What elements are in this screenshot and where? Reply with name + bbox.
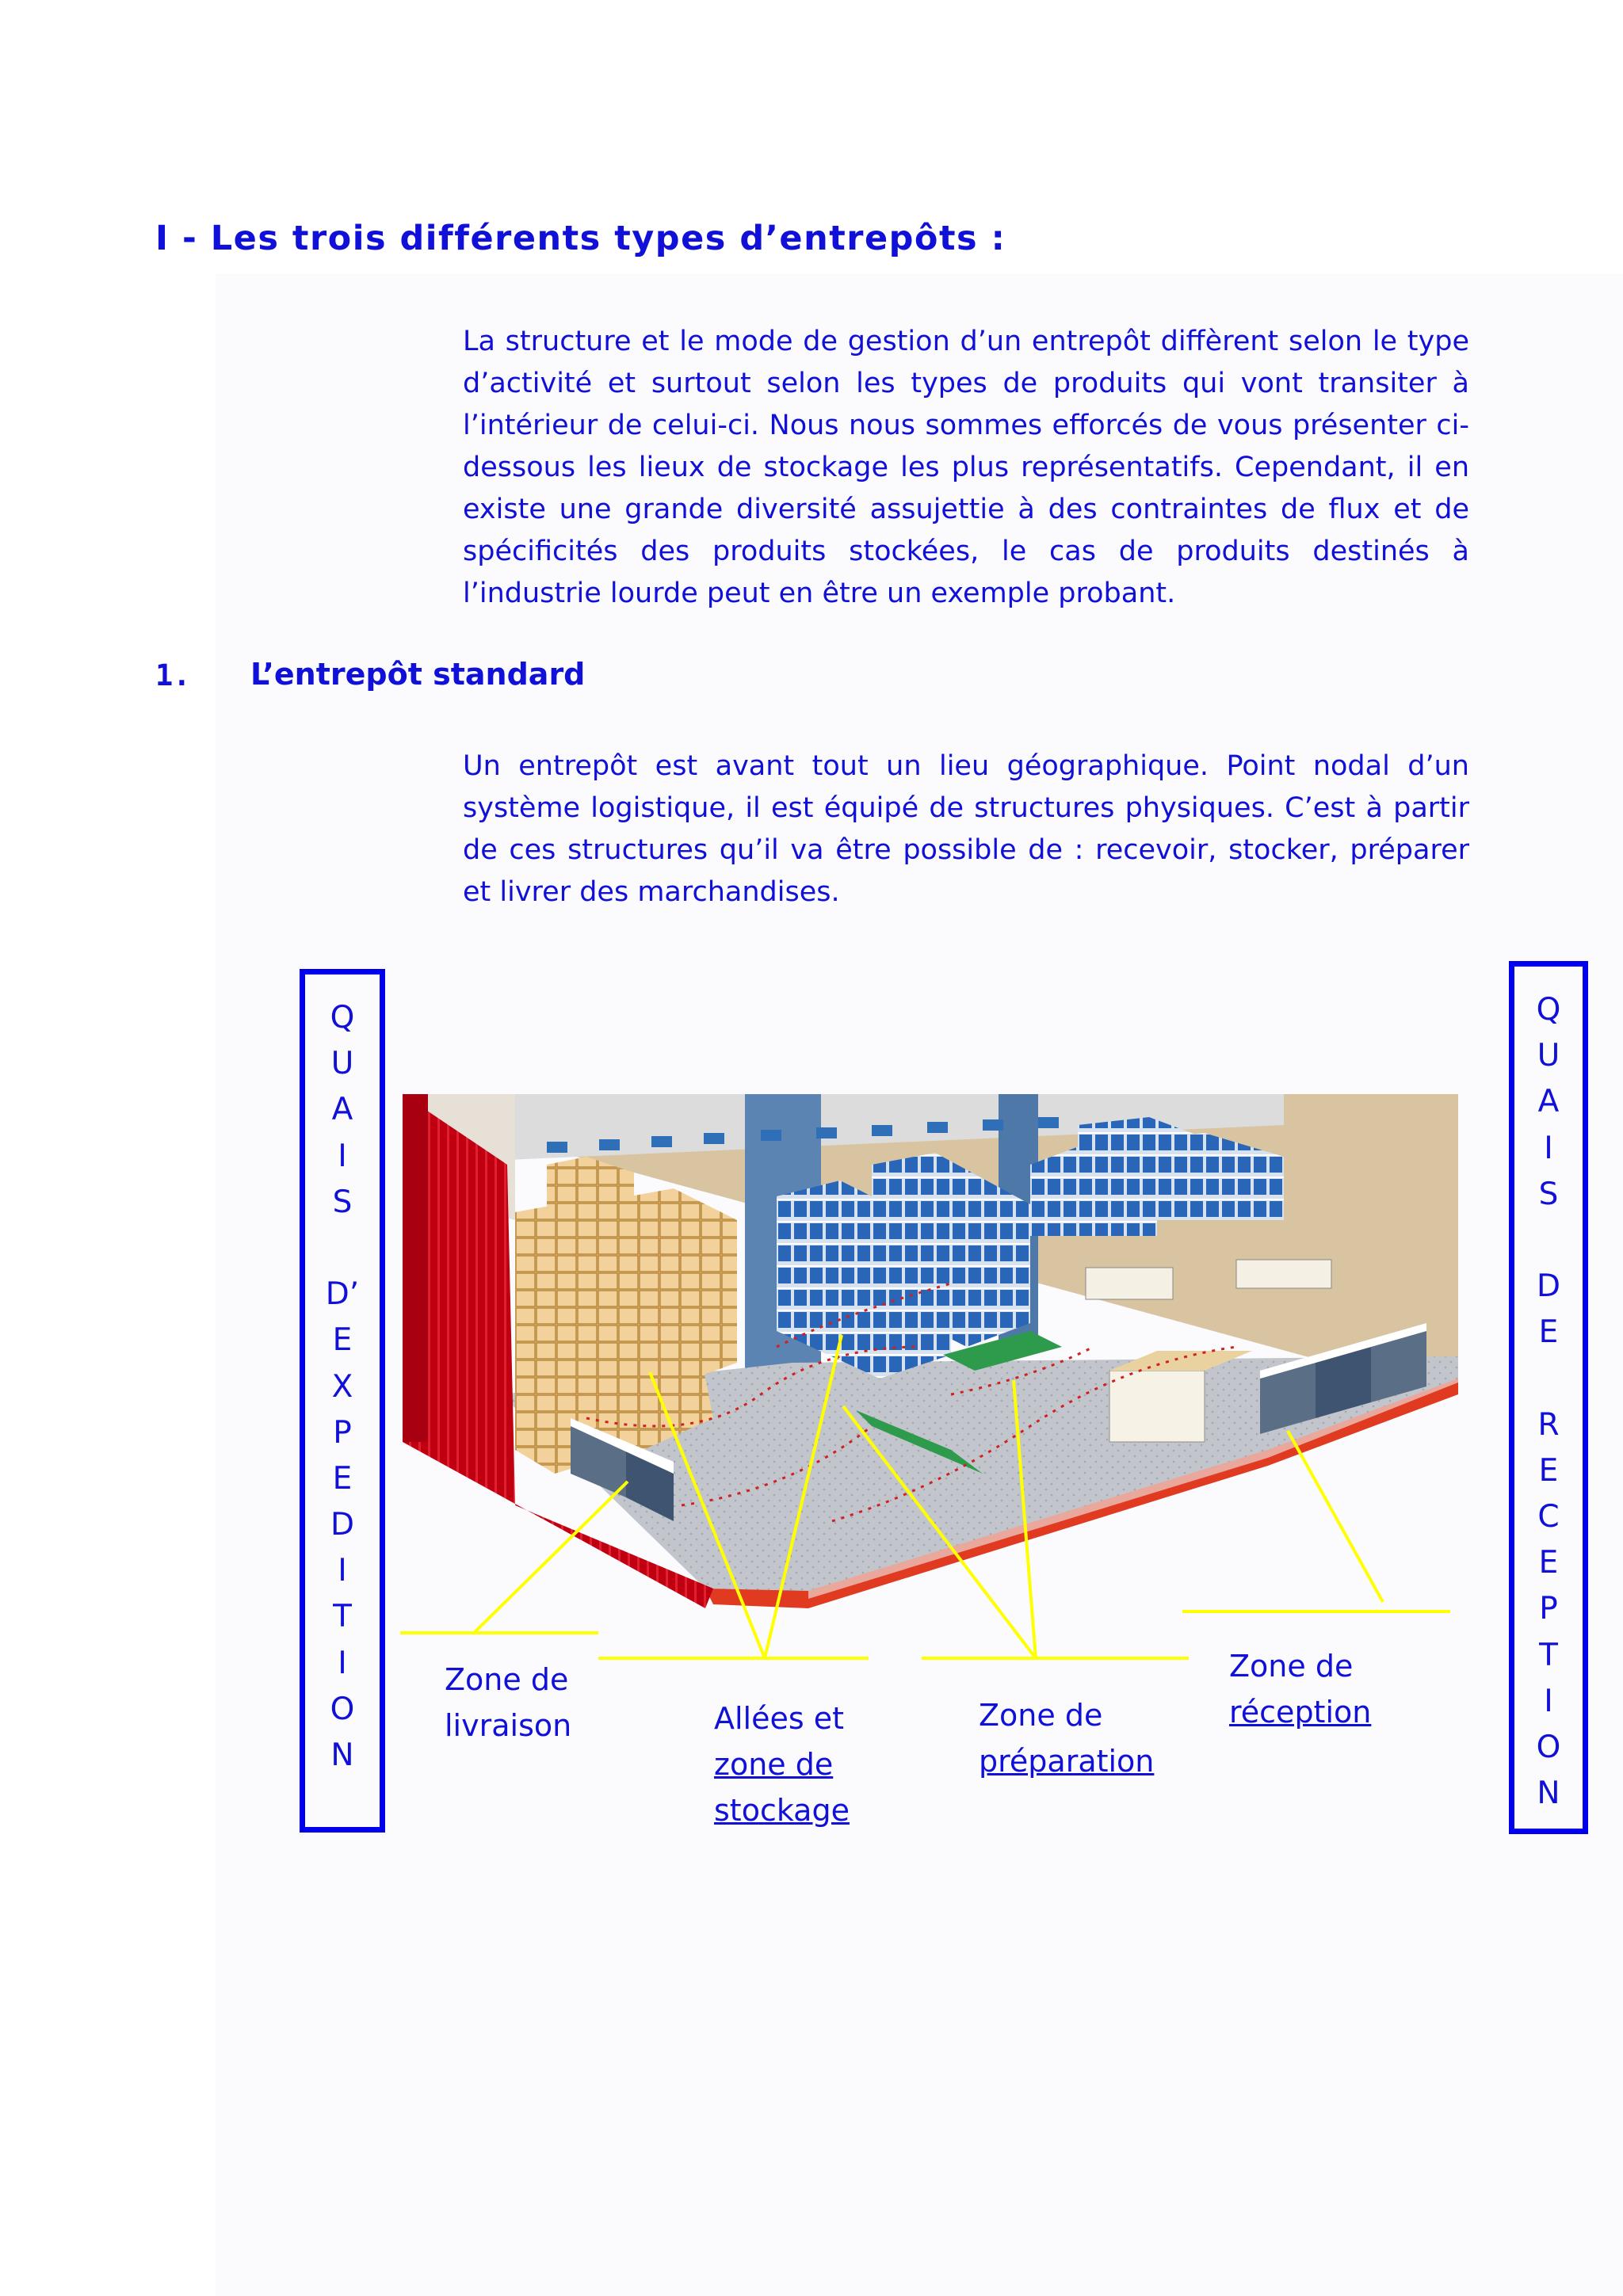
zone-label-line: Zone de <box>979 1698 1103 1733</box>
quai-letter: Q <box>1536 992 1561 1028</box>
zone-stockage-label <box>714 1695 850 1833</box>
standard-text: Un entrepôt est avant tout un lieu géographique. Point nodal d’un système logistique, il est équipé de structures physiques. C’est à partir de ces structures qu’il va être possible de : recevoir, stocker, préparer et livrer des marchandises. <box>463 750 1469 908</box>
quai-letter: P <box>333 1414 352 1451</box>
quai-letter: I <box>338 1553 347 1589</box>
quai-letter: R <box>1537 1406 1560 1443</box>
leader-livraison-pointer <box>474 1482 628 1633</box>
section-number: 1. <box>155 658 191 692</box>
zone-preparation-label <box>979 1692 1154 1784</box>
quai-letter: U <box>330 1046 354 1082</box>
page-title: I - Les trois différents types d’entrepôts : <box>155 219 1006 258</box>
zone-label-line: stockage <box>714 1793 850 1828</box>
quai-letter: O <box>330 1691 355 1727</box>
zone-label-line: zone de <box>714 1747 834 1782</box>
quai-letter: I <box>1544 1683 1553 1719</box>
quai-letter: I <box>338 1138 347 1174</box>
quai-letter: N <box>330 1737 354 1773</box>
quai-reception-frame <box>1509 961 1588 1834</box>
quai-letter: T <box>1539 1637 1558 1673</box>
quai-letter: X <box>331 1368 353 1405</box>
quai-letter: Q <box>330 1000 355 1035</box>
quai-letter: E <box>332 1460 353 1497</box>
quai-letter: I <box>338 1645 347 1681</box>
zone-label-line: livraison <box>445 1708 572 1743</box>
zone-reception-label <box>1229 1643 1371 1735</box>
quai-letter: C <box>1537 1499 1560 1535</box>
zone-label-line: Allées et <box>714 1701 845 1736</box>
zone-label-line: préparation <box>979 1744 1155 1779</box>
section-title: L’entrepôt standard <box>250 657 586 692</box>
quai-letter: N <box>1537 1775 1560 1812</box>
zone-livraison-label <box>445 1657 571 1749</box>
quai-letter: O <box>1536 1730 1561 1765</box>
quai-letter: I <box>1544 1130 1553 1166</box>
workstation <box>1086 1268 1173 1299</box>
quai-letter: S <box>1538 1176 1559 1212</box>
intro-text: La structure et le mode de gestion d’un entrepôt diffèrent selon le type d’activité et surtout selon les types de produits qui vont transiter à l’intérieur de celui-ci. Nous nous sommes efforcés de vous présenter ci-dessous les lieux de stockage les plus représentatifs. Cependant, il en existe une grande diversité assujettie à des contraintes de flux et de spécificités des produits stockées, le cas de produits destinés à l’industrie lourde peut en être un exemple probant. <box>463 326 1469 609</box>
quai-letter: E <box>1538 1545 1559 1581</box>
quai-letter: U <box>1537 1038 1560 1074</box>
quai-letter: D <box>330 1507 355 1543</box>
quai-letter: A <box>331 1092 353 1128</box>
quai-letter: D <box>1536 1268 1561 1305</box>
zone-label-line: réception <box>1229 1695 1372 1730</box>
quai-letter: E <box>332 1322 353 1359</box>
leader-reception-pointer <box>1288 1431 1383 1602</box>
quai-expedition-frame <box>300 969 385 1833</box>
workstation <box>1236 1260 1331 1288</box>
zone-label-line: Zone de <box>445 1662 569 1697</box>
office-cabin <box>1109 1371 1205 1442</box>
quai-letter: T <box>333 1599 352 1635</box>
quai-letter: E <box>1538 1452 1559 1489</box>
zone-label-line: Zone de <box>1229 1649 1354 1684</box>
quai-letter: P <box>1539 1591 1558 1627</box>
quai-letter: A <box>1537 1084 1560 1120</box>
quai-letter: E <box>1538 1314 1559 1351</box>
quai-letter: D’ <box>325 1276 360 1313</box>
quai-letter: S <box>332 1184 353 1220</box>
